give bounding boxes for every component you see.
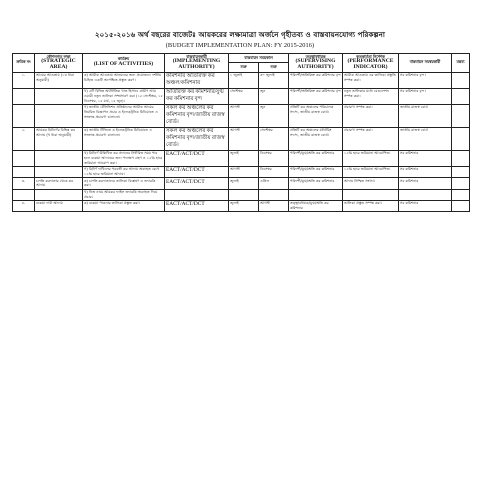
cell-area: আয়ের আওতায় (১৩ ধারা অনুযায়ী) xyxy=(35,72,83,88)
cell-end: ৩০ জুলাই xyxy=(259,72,289,88)
subheader-start: শুরু xyxy=(229,63,259,72)
column-header-bn: তত্ত্বাবধায়ক xyxy=(305,53,326,59)
cell-indicator: নতুন তালিকার মধ্যে রেগুলেশন সম্পন্ন করা। xyxy=(343,88,399,104)
column-header-bn: বাস্তবায়নকারী xyxy=(186,53,207,59)
budget-plan-table xyxy=(12,53,470,212)
cell-supervisor: প্রতিটি কর অঞ্চলের মনিটরিং সদস্য, জাতীয় রাজস্ব বোর্ড। xyxy=(289,127,343,150)
cell-start: ১ জুলাই xyxy=(229,72,259,88)
cell-remark xyxy=(452,127,470,150)
cell-activity: খ) নিজ নামে আয়কর ফাইল তদারকি অব্যাহত দিয়ে প্রচার। xyxy=(83,189,165,200)
cell-supervisor xyxy=(289,189,343,200)
table-row xyxy=(13,104,470,127)
cell-start: আগস্ট xyxy=(229,104,259,127)
cell-remark xyxy=(452,178,470,189)
cell-end: আগস্ট xyxy=(259,200,289,211)
column-header xyxy=(452,54,470,73)
cell-activity: ক) জাতীয় টিভিতে ও ইলেকট্রনিক মিডিয়াতে এ সংক্রান্ত প্রচারণা চালানো। xyxy=(83,127,165,150)
cell-area: বকেয়া দাবী আদায় xyxy=(35,200,83,211)
subheader-end: শুরু xyxy=(259,63,289,72)
cell-end: ডিসেম্বর xyxy=(259,166,289,177)
cell-indicator: প্রচারণা সম্পন্ন করা। xyxy=(343,104,399,127)
cell-no: ১. xyxy=(13,72,35,88)
column-header xyxy=(399,54,452,73)
column-header-bn: বাস্তবায়ন সমন্বয়কারী xyxy=(409,59,441,65)
cell-area xyxy=(35,150,83,166)
cell-activity: ক) আয়ীক আওতায় আনয়নের জন্য প্রয়োজনে দর্শনীয় চিহ্নিত একটি অপেক্ষিত প্রস্তুত করণ। xyxy=(83,72,165,88)
column-header-bn: বাস্তবায়ন সময়কাল xyxy=(244,54,273,60)
cell-start: জুলাই xyxy=(229,200,259,211)
document-title: ২০১৫-২০১৬ অর্থ বছরের বাজেটঃ আয়করের লক্ষ্যমাত্রা অর্জনে গৃহীতব্য ও বাস্তবায়নযোগ্য পরিকল্পনা xyxy=(94,30,386,39)
column-header-bn: কার্যক্রম xyxy=(117,56,130,62)
column-header xyxy=(229,54,289,63)
column-header xyxy=(13,54,35,73)
cell-activity: গ) রিটার্ণ দাখিলের পরবর্তী কর আদায় অব্যাহত রেখে ১২% হারে জরিমানা আদায়। xyxy=(83,166,165,177)
cell-coordinator: সব কমিশনার বৃন্দ। xyxy=(399,88,452,104)
cell-end xyxy=(259,189,289,200)
cell-start: জুলাই xyxy=(229,178,259,189)
cell-end: জুন xyxy=(259,104,289,127)
cell-no xyxy=(13,150,35,166)
cell-authority: সকল কর অঞ্চলের কর কমিশনার বৃন্দ/জাতীয় রাজস্ব বোর্ড। xyxy=(165,127,229,150)
cell-activity: খ) রিটার্ণে উল্লিখিত কর প্রদানের নির্ধারিত সময় পার হলে বকেয়া আদায়ের জন্য পদক্ষেপ গ্রহণ ও ১২% হারে জরিমানা আরোপ করা। xyxy=(83,150,165,166)
cell-indicator: ১২% হারে জরিমানা আরোপিত। xyxy=(343,150,399,166)
cell-supervisor: পরিদর্শী/যুগ্ম/অতি কর কমিশনার xyxy=(289,166,343,177)
column-header xyxy=(83,54,165,73)
cell-indicator xyxy=(343,189,399,200)
cell-no xyxy=(13,189,35,200)
cell-authority: EACT/ACT/DCT xyxy=(165,166,229,177)
cell-supervisor: প্রতিটি কর অঞ্চলের পরিচালক সদস্য, জাতীয় রাজস্ব বোর্ড। xyxy=(289,104,343,127)
cell-authority: EACT/ACT/DCT xyxy=(165,150,229,166)
cell-coordinator: জাতীয় রাজস্ব বোর্ড xyxy=(399,127,452,150)
cell-authority: EACT/ACT/DCT xyxy=(165,178,229,189)
cell-area xyxy=(35,189,83,200)
table-header xyxy=(13,54,470,73)
cell-coordinator: সব কমিশনার xyxy=(399,178,452,189)
cell-no: ২. xyxy=(13,127,35,150)
document-subtitle: (BUDGET IMPLEMENTATION PLAN: FY 2015-2016) xyxy=(165,42,315,49)
column-header-bn: মন্তব্য xyxy=(456,59,465,65)
cell-area xyxy=(35,104,83,127)
column-header xyxy=(289,54,343,73)
cell-supervisor: পরিদর্শী/অতিরিক্ত কর কমিশনার বৃন্দ xyxy=(289,72,343,88)
cell-remark xyxy=(452,88,470,104)
cell-activity: খ) ৫টি বিভিন্ন অর্থনীতিক খাত হিসাবে গ্রামীণ আয় ওয়ারী নতুন তালিকা সম্প্রসারণ করা (১৫ সেপ্টেম্বর, ১৫ ডিসেম্বর, ১৫ মার্চ, ১৫ জুন)। xyxy=(84,89,163,103)
cell-supervisor: পরিদর্শী/যুগ্ম/অতি কর কমিশনার xyxy=(289,150,343,166)
cell-coordinator: সব কমিশনার বৃন্দ। xyxy=(399,72,452,88)
cell-activity: ক) বকেয়া পাওনার তালিকা প্রস্তুত করা। xyxy=(83,200,165,211)
table-body xyxy=(13,72,470,212)
cell-remark xyxy=(452,104,470,127)
cell-authority: অতিরিক্ত কর কমিশনার/যুগ্ম কর কমিশনার বৃন্দ xyxy=(165,88,229,104)
cell-start xyxy=(229,189,259,200)
cell-coordinator: সব কমিশনার xyxy=(399,166,452,177)
header-row xyxy=(13,54,470,63)
cell-remark xyxy=(452,150,470,166)
cell-coordinator: সব কমিশনার xyxy=(399,200,452,211)
column-header-bn: ক্রমিক নং xyxy=(16,59,31,65)
cell-indicator: প্রচারণা সম্পন্ন করা। xyxy=(343,127,399,150)
cell-remark xyxy=(452,166,470,177)
cell-end: জুন xyxy=(259,88,289,104)
cell-authority: সকল কর অঞ্চলের কর কমিশনার বৃন্দ/জাতীয় রাজস্ব বোর্ড। xyxy=(165,104,229,127)
cell-no: ৪. xyxy=(13,200,35,211)
column-header-en: (PERFORMANCE INDICATOR) xyxy=(347,58,394,71)
table-row xyxy=(13,150,470,166)
column-header-en: (LIST OF ACTIVITIES) xyxy=(93,61,154,68)
cell-indicator: ১২% হারে জরিমানা আরোপিত। xyxy=(343,166,399,177)
column-header xyxy=(165,54,229,73)
cell-activity: ক) চলতি করদাতাদের তালিকা বিশ্লেষণ ও তদারকি করা। xyxy=(83,178,165,189)
cell-start: সেপ্টেম্বর xyxy=(229,88,259,104)
table-row xyxy=(13,189,470,200)
table-row xyxy=(13,72,470,88)
table-row xyxy=(13,166,470,177)
cell-end: সেপ্টেম্বর xyxy=(259,127,289,150)
table-row xyxy=(13,178,470,189)
cell-authority xyxy=(165,189,229,200)
cell-area xyxy=(35,166,83,177)
cell-no xyxy=(13,88,35,104)
cell-coordinator xyxy=(399,189,452,200)
cell-supervisor: পরিদর্শী/অতিরিক্ত কর কমিশনার বৃন্দ xyxy=(289,88,343,104)
cell-area xyxy=(35,88,83,104)
cell-no xyxy=(13,166,35,177)
column-header xyxy=(343,54,399,73)
cell-start: আগস্ট xyxy=(229,127,259,150)
cell-indicator: আয়ীক আওতায় এর তালিকা প্রস্তুতি সম্পন্ন করা। xyxy=(343,72,399,88)
table-row xyxy=(13,88,470,104)
cell-remark xyxy=(452,189,470,200)
column-header-en: (IMPLEMENTING AUTHORITY) xyxy=(172,58,221,71)
column-header-bn: কৌশলগত লক্ষ্য xyxy=(46,53,71,59)
cell-authority: EACT/ACT/DCT xyxy=(165,200,229,211)
column-header-en: (STRATEGIC AREA) xyxy=(41,58,76,71)
cell-indicator: তালিকা প্রস্তুত সম্পন্ন করা। xyxy=(343,200,399,211)
table-row xyxy=(13,200,470,211)
cell-supervisor: তত্ত্বাবধায়ক/যুগ্ম/অতি কর কমিশনার xyxy=(289,200,343,211)
cell-end: এপ্রিল xyxy=(259,178,289,189)
cell-authority: কমিশনার অতিরিক্ত কর অঞ্চল/কমিশনার xyxy=(165,72,229,88)
cell-start: জুলাই xyxy=(229,150,259,166)
cell-remark xyxy=(452,72,470,88)
column-header xyxy=(35,54,83,73)
cell-start: আগস্ট xyxy=(229,166,259,177)
cell-indicator: আদায় নিশ্চিত সংখ্যা। xyxy=(343,178,399,189)
cell-coordinator: জাতীয় রাজস্ব বোর্ড xyxy=(399,104,452,127)
cell-end: ডিসেম্বর xyxy=(259,150,289,166)
cell-activity: গ) জাতীয় টেলিভিশন প্রতিষ্ঠানের আয়ীক আয়ের নিয়মিত বিজ্ঞাপন প্রচার ও ইলেকট্রনিক মিডিয়াতে এ সংক্রান্ত প্রচারণা চালানো। xyxy=(83,104,165,127)
cell-coordinator: সব কমিশনার xyxy=(399,150,452,166)
cell-area: আয়কর রিটার্ণের বিভিন্ন কর আদায় (খ ধারা অনুযায়ী) xyxy=(35,127,83,150)
cell-supervisor: পরিদর্শী/যুগ্ম/অতি কর কমিশনার xyxy=(289,178,343,189)
column-header-bn: কৃতকার্যতা নির্দেশক xyxy=(356,53,385,59)
column-header-en: (SUPERVISING AUTHORITY) xyxy=(295,58,336,71)
cell-area: চলতি করদাতার থেকে কর আদায় xyxy=(35,178,83,189)
cell-remark xyxy=(452,200,470,211)
cell-no xyxy=(13,104,35,127)
table-row xyxy=(13,127,470,150)
cell-no: ৩. xyxy=(13,178,35,189)
